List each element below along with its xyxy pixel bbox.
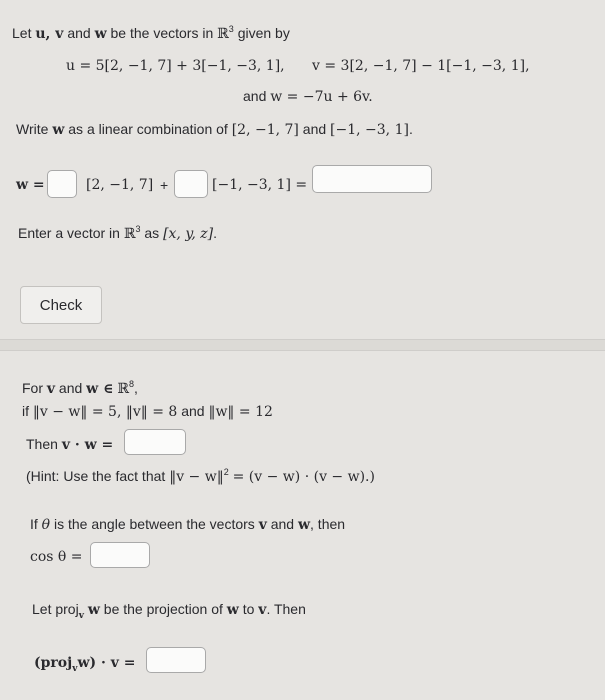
theta-v: v: [258, 517, 267, 533]
enter-pre: Enter a vector in: [18, 225, 120, 241]
theta-and: and: [270, 516, 295, 532]
p2-dot-expr: v · w =: [61, 437, 114, 453]
proj-w: w: [87, 602, 100, 618]
intro-w: w: [94, 26, 107, 42]
proj-to: to: [242, 601, 255, 617]
hint-pre: (Hint: Use the fact that: [26, 468, 166, 484]
real-space-symbol: ℝ: [217, 26, 229, 42]
proj-expr-a: (proj: [34, 655, 73, 671]
w-definition: w = −7u + 6v.: [270, 89, 373, 105]
p2-norms: ‖v − w‖ = 5, ‖v‖ = 8: [32, 404, 178, 420]
task-mid: as a linear combination of: [68, 121, 228, 137]
proj-v: v: [258, 602, 267, 618]
result-vector-input[interactable]: [312, 165, 432, 193]
intro-post: be the vectors in: [110, 25, 214, 41]
proj-pre: Let proj: [32, 601, 79, 617]
problem-2-panel: [0, 350, 605, 700]
enter-mid: as: [144, 225, 160, 241]
intro-vectors: u, v: [35, 26, 64, 42]
proj-expr-sub: v: [72, 663, 78, 674]
p2-line1: [22, 379, 138, 397]
theta-end: , then: [310, 516, 346, 532]
theta-pre: If: [30, 516, 38, 532]
enter-instructions: [18, 224, 217, 242]
eq-plus: +: [160, 177, 169, 193]
u-definition: u = 5[2, −1, 7] + 3[−1, −3, 1],: [66, 58, 285, 74]
task-pre: Write: [16, 121, 49, 137]
p2-and: and: [58, 380, 83, 396]
intro-and: and: [67, 25, 91, 41]
coefficient-2-input[interactable]: [174, 170, 208, 198]
cos-theta-label: cos θ =: [30, 549, 83, 565]
p2-hint: [26, 467, 375, 485]
enter-end: .: [213, 225, 217, 241]
p2-line2: [22, 403, 273, 420]
task-end: .: [408, 121, 413, 137]
task-and: and: [302, 121, 327, 137]
intro-end: given by: [237, 25, 290, 41]
p2-proj-line: [32, 601, 306, 621]
p2-then-line: [26, 436, 113, 453]
p2-space-symbol: ℝ: [117, 381, 129, 397]
enter-format: [x, y, z]: [163, 226, 214, 242]
coefficient-1-input[interactable]: [47, 170, 77, 198]
proj-expr-b: w) · v =: [77, 655, 136, 671]
proj-mid: be the projection of: [103, 601, 223, 617]
p2-v: v: [46, 381, 56, 397]
w-definition-line: [243, 88, 373, 105]
p2-norm-w: ‖w‖ = 12: [208, 404, 273, 420]
p2-for: For: [22, 380, 43, 396]
vector-a: [2, −1, 7]: [231, 122, 299, 138]
intro-text: Let: [12, 25, 32, 41]
p2-theta-line: [30, 516, 345, 533]
dot-product-input[interactable]: [124, 429, 186, 455]
task-w: w: [52, 122, 65, 138]
p2-if: if: [22, 403, 29, 419]
theta-mid: is the angle between the vectors: [54, 516, 255, 532]
intro-line: [12, 24, 290, 42]
task-line: [16, 121, 413, 138]
hint-expr: = (v − w) · (v − w).): [232, 469, 375, 485]
p2-line1-end: ,: [134, 380, 138, 396]
hint-norm: ‖v − w‖: [169, 469, 224, 485]
theta-w: w: [297, 517, 311, 533]
eq-w-label: w =: [16, 177, 45, 193]
p2-w-in: w ∈: [86, 381, 114, 397]
theta-symbol: θ: [41, 517, 51, 533]
p2-and2: and: [181, 403, 205, 419]
proj-sub: v: [78, 610, 84, 621]
proj-w2: w: [226, 602, 239, 618]
hint-exp: 2: [223, 467, 229, 477]
proj-dot-input[interactable]: [146, 647, 206, 673]
vector-b: [−1, −3, 1]: [330, 122, 409, 138]
enter-space-dim: 3: [135, 224, 141, 234]
space-dimension: 3: [228, 24, 234, 34]
eq-vector-a: [2, −1, 7]: [86, 177, 154, 193]
enter-space-symbol: ℝ: [123, 226, 136, 242]
proj-dot-label: [34, 655, 135, 674]
v-definition: v = 3[2, −1, 7] − 1[−1, −3, 1],: [312, 58, 530, 74]
cos-theta-input[interactable]: [90, 542, 150, 568]
check-button[interactable]: Check: [20, 286, 102, 324]
proj-end: . Then: [266, 601, 306, 617]
p2-space-dim: 8: [129, 379, 135, 389]
problem-1-panel: [0, 0, 605, 340]
eq-vector-b: [−1, −3, 1] =: [212, 177, 308, 193]
w-def-and: and: [243, 88, 267, 104]
p2-then: Then: [26, 436, 58, 452]
